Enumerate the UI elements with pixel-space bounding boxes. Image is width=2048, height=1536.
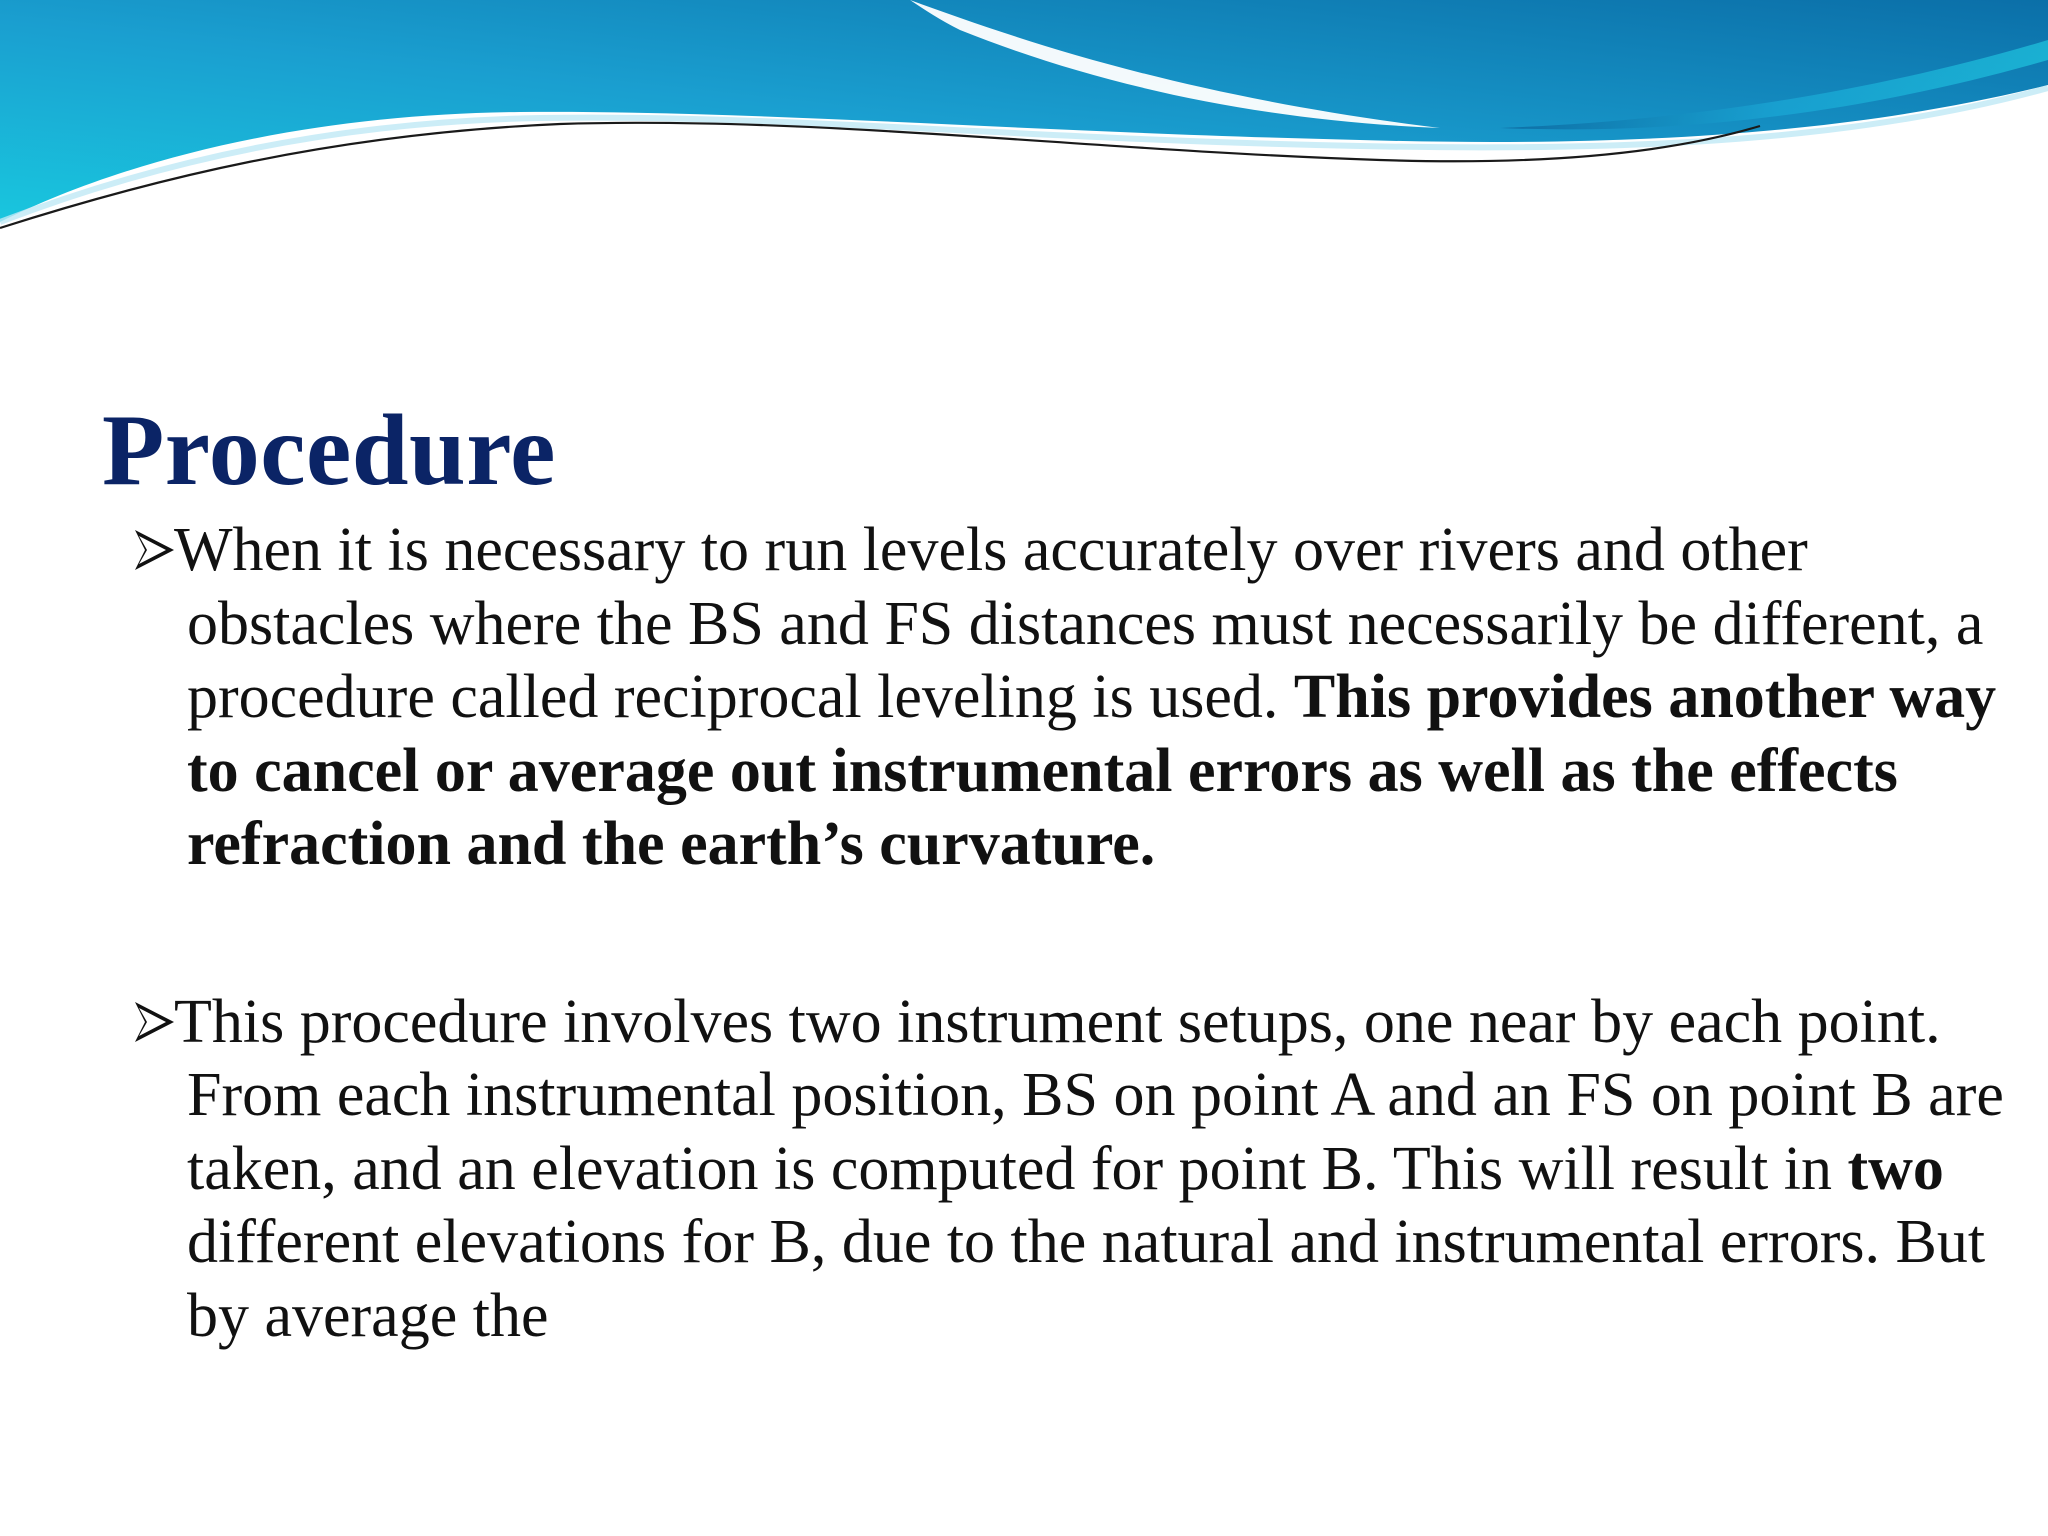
arrow-bullet-icon bbox=[130, 998, 178, 1046]
bullet-item bbox=[130, 986, 2010, 1354]
arrow-bullet-icon bbox=[130, 526, 178, 574]
slide-title: Procedure bbox=[102, 394, 556, 507]
bullet-text: different elevations for B, due to the natural and instrumental errors. But by average the bbox=[187, 1208, 1986, 1350]
bullet-text: procedure involves two instrument setups, one near by each point. From each instrumental position, BS on point A and an FS on point B are taken, and an elevation is computed for point B. This will result in bbox=[187, 987, 2004, 1203]
bullet-first-word: When bbox=[174, 516, 323, 584]
bullet-bold-text: two bbox=[1847, 1134, 1944, 1203]
header-wave-decoration bbox=[0, 0, 2048, 240]
bullet-text: it is necessary to run levels accurately over rivers and other obstacles where the BS and FS distances must necessarily be different, a procedure called reciprocal leveling is used. bbox=[187, 516, 1984, 731]
bullet-item bbox=[130, 514, 2010, 882]
bullet-bold-text: This provides another way to cancel or average out instrumental errors as well as the effects refraction and the earth’s curvature. bbox=[187, 663, 1997, 878]
bullet-first-word: This bbox=[174, 987, 285, 1056]
bullet-list bbox=[130, 514, 2010, 1353]
